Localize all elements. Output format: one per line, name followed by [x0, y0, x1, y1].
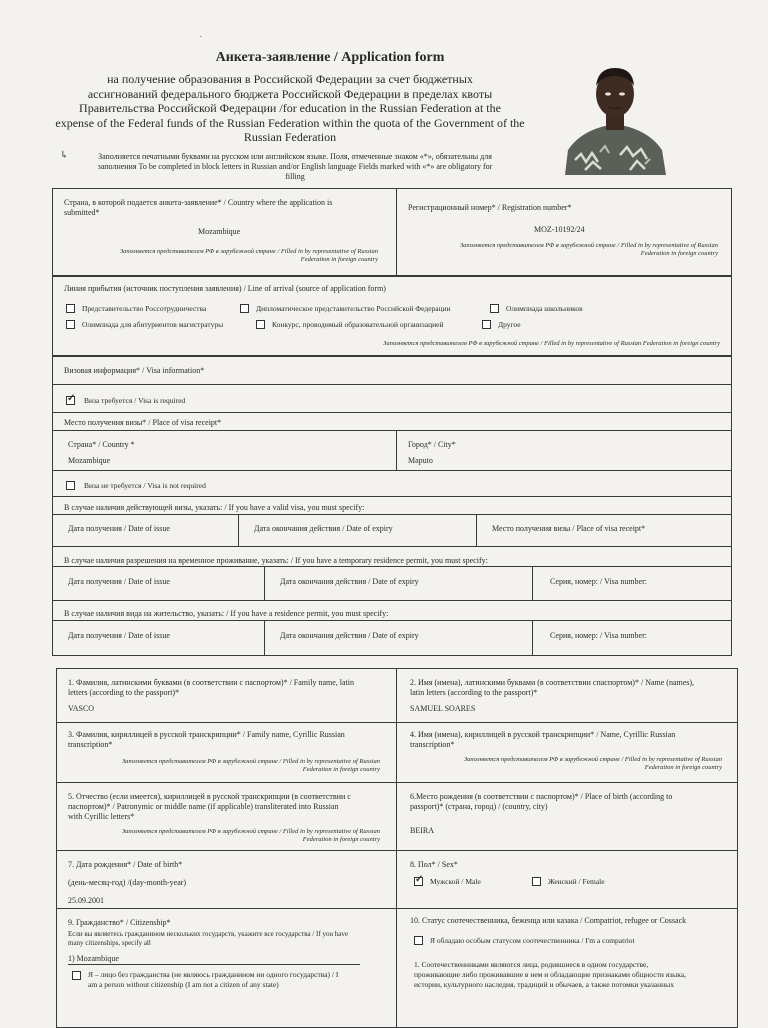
rep-note-3: Заполняется представителем РФ в зарубежной стране / Filled in by representative of Russian Federation in foreign country	[383, 340, 720, 347]
registration-number-label: Регистрационный номер* / Registration number*	[408, 203, 572, 212]
visa-city-label: Город* / City*	[408, 440, 456, 449]
stateless-label: Я – лицо без гражданства (не являюсь гражданином ни одного государства) / I am a person without citizenship (I am not a citizen of any state)	[88, 970, 339, 989]
dob-value[interactable]: 25.09.2001	[68, 896, 104, 905]
dob-label: 7. Дата рождения* / Date of birth*	[68, 860, 183, 869]
sex-female-checkbox[interactable]	[532, 877, 541, 886]
arrival-option-olympiad-master-label: Олимпиада для абитуриентов магистратуры	[82, 320, 224, 329]
applicant-photo	[560, 60, 670, 175]
visa-not-required-checkbox[interactable]	[66, 481, 75, 490]
compatriot-label: 10. Статус соотечественника, беженца или казака / Compatriot, refugee or Cossack	[410, 916, 687, 925]
arrival-option-olympiad-school-label: Олимпиада школьников	[506, 304, 583, 313]
temp-date-expiry: Дата окончания действия / Date of expiry	[280, 577, 419, 586]
residence-permit-label: В случае наличия вида на жительство, указать: / If you have a residence permit, you must specify:	[64, 609, 389, 618]
patronymic-label: 5. Отчество (если имеется), кириллицей в русской транскрипции (в соответствии с паспортом)* / Patronymic or middle name (if applicable) transliterated into Russian with Cyrillic letters*	[68, 792, 351, 821]
visa-info-label: Визовая информация* / Visa information*	[64, 366, 205, 375]
res-date-issue: Дата получения / Date of issue	[68, 631, 170, 640]
arrival-option-olympiad-master-checkbox[interactable]	[66, 320, 75, 329]
name-cyrillic-label: 4. Имя (имена), кириллицей в русской транскрипции* / Name, Cyrillic Russian transcription*	[410, 730, 676, 749]
valid-visa-place: Место получения визы / Place of visa receipt*	[492, 524, 646, 533]
visa-city-value[interactable]: Maputo	[408, 456, 433, 465]
arrival-option-other-checkbox[interactable]	[482, 320, 491, 329]
citizenship-label: 9. Гражданство* / Citizenship*	[68, 918, 171, 927]
name-latin-label: 2. Имя (имена), латинскими буквами (в соответствии спаспортом)* / Name (names), latin letters (according to the passport)*	[410, 678, 695, 697]
arrival-option-diplomatic-checkbox[interactable]	[240, 304, 249, 313]
arrival-option-contest-checkbox[interactable]	[256, 320, 265, 329]
compatriot-check-label: Я обладаю особым статусом соотечественника / I'm a compatriot	[430, 936, 635, 945]
family-name-cyrillic-label: 3. Фамилия, кириллицей в русской транскрипции* / Family name, Cyrillic Russian transcription*	[68, 730, 345, 749]
arrival-option-diplomatic-label: Дипломатическое представительство Российской Федерации	[256, 304, 451, 313]
rep-note-2: Заполняется представителем РФ в зарубежной стране / Filled in by representative of Russian Federation in foreign country	[459, 242, 718, 257]
visa-country-value[interactable]: Mozambique	[68, 456, 111, 465]
arrival-option-other-label: Другое	[498, 320, 521, 329]
temp-date-issue: Дата получения / Date of issue	[68, 577, 170, 586]
top-dot: .	[200, 30, 202, 39]
rep-note-4: Заполняется представителем РФ в зарубежной стране / Filled in by representative of Russian Federation in foreign country	[121, 758, 380, 773]
res-date-expiry: Дата окончания действия / Date of expiry	[280, 631, 419, 640]
temp-residence-label: В случае наличия разрешения на временное проживание, указать: / If you have a temporary residence permit, you must specify:	[64, 556, 488, 565]
compatriot-checkbox[interactable]	[414, 936, 423, 945]
res-series-number: Серия, номер: / Visa number:	[550, 631, 647, 640]
rep-note-5: Заполняется представителем РФ в зарубежной стране / Filled in by representative of Russian Federation in foreign country	[463, 756, 722, 771]
rep-note-6: Заполняется представителем РФ в зарубежной стране / Filled in by representative of Russian Federation in foreign country	[121, 828, 380, 843]
registration-number-value[interactable]: MOZ-10192/24	[534, 225, 585, 234]
sex-male-checkbox[interactable]	[414, 877, 423, 886]
arrival-label: Линия прибытия (источник поступления заявления) / Line of arrival (source of application form)	[64, 284, 386, 293]
country-submitted-value[interactable]: Mozambique	[198, 227, 241, 236]
sex-female-label: Женский / Female	[548, 877, 605, 886]
compatriot-definition: 1. Соотечественниками являются лица, родившиеся в одном государстве, проживающие либо проживавшие в нем и обладающие признаками общности языка, истории, культурного наследия, традиций и обычаев, а также потомки указанных	[414, 960, 686, 989]
country-submitted-label: Страна, в которой подается анкета-заявление* / Country where the application is submitted*	[64, 198, 333, 217]
dob-format: (день-месяц-год) /(day-month-year)	[68, 878, 187, 887]
arrival-option-contest-label: Конкурс, проводимый образовательной организацией	[272, 320, 444, 329]
form-title: Анкета-заявление / Application form	[215, 50, 445, 65]
fill-instructions: Заполняется печатными буквами на русском или английском языке. Поля, отмеченные знаком «*», обязательны для заполнения To be completed in block letters in Russian and/or English language Fields marked with «*» are obligatory for filling	[97, 152, 493, 181]
valid-visa-date-expiry: Дата окончания действия / Date of expiry	[254, 524, 393, 533]
valid-visa-date-issue: Дата получения / Date of issue	[68, 524, 170, 533]
form-subtitle: на получение образования в Российской Федерации за счет бюджетных ассигнований федерального бюджета Российской Федерации в пределах квоты Правительства Российской Федерации /for education in the Russian Federation at the expense of the Federal funds of the Russian Federation within the quota of the Government of the Russian Federation	[55, 72, 525, 144]
place-of-birth-label: 6.Место рождения (в соответствии с паспортом)* / Place of birth (according to passport)* (страна, город) / (country, city)	[410, 792, 673, 811]
arrival-option-olympiad-school-checkbox[interactable]	[490, 304, 499, 313]
place-of-birth-value[interactable]: BEIRA	[410, 826, 434, 835]
visa-country-label: Страна* / Country *	[68, 440, 135, 449]
visa-place-label: Место получения визы* / Place of visa receipt*	[64, 418, 222, 427]
temp-series-number: Серия, номер: / Visa number:	[550, 577, 647, 586]
visa-required-label: Виза требуется / Visa is required	[84, 396, 186, 405]
rep-note-1: Заполняется представителем РФ в зарубежной стране / Filled in by representative of Russian Federation in foreign country	[119, 248, 378, 263]
citizenship-note: Если вы являетесь гражданином нескольких государств, укажите все государства / If you have many citizenships, specify all	[68, 930, 348, 947]
valid-visa-label: В случае наличия действующей визы, указать: / If you have a valid visa, you must specify:	[64, 503, 365, 512]
name-latin-value[interactable]: SAMUEL SOARES	[410, 704, 476, 713]
family-name-latin-value[interactable]: VASCO	[68, 704, 95, 713]
family-name-latin-label: 1. Фамилия, латинскими буквами (в соответствии с паспортом)* / Family name, latin letters (according to the passport)*	[68, 678, 354, 697]
visa-not-required-label: Визa не требуется / Visa is not required	[84, 481, 206, 490]
sex-label: 8. Пол* / Sex*	[410, 860, 458, 869]
sex-male-label: Мужской / Male	[430, 877, 481, 886]
arrival-option-rossotrud-checkbox[interactable]	[66, 304, 75, 313]
citizenship-value[interactable]: 1) Mozambique	[68, 954, 119, 963]
arrival-option-rossotrud-label: Представительство Россотрудничества	[82, 304, 207, 313]
visa-required-checkbox[interactable]	[66, 396, 75, 405]
stateless-checkbox[interactable]	[72, 971, 81, 980]
corner-mark: ↳	[60, 150, 69, 161]
